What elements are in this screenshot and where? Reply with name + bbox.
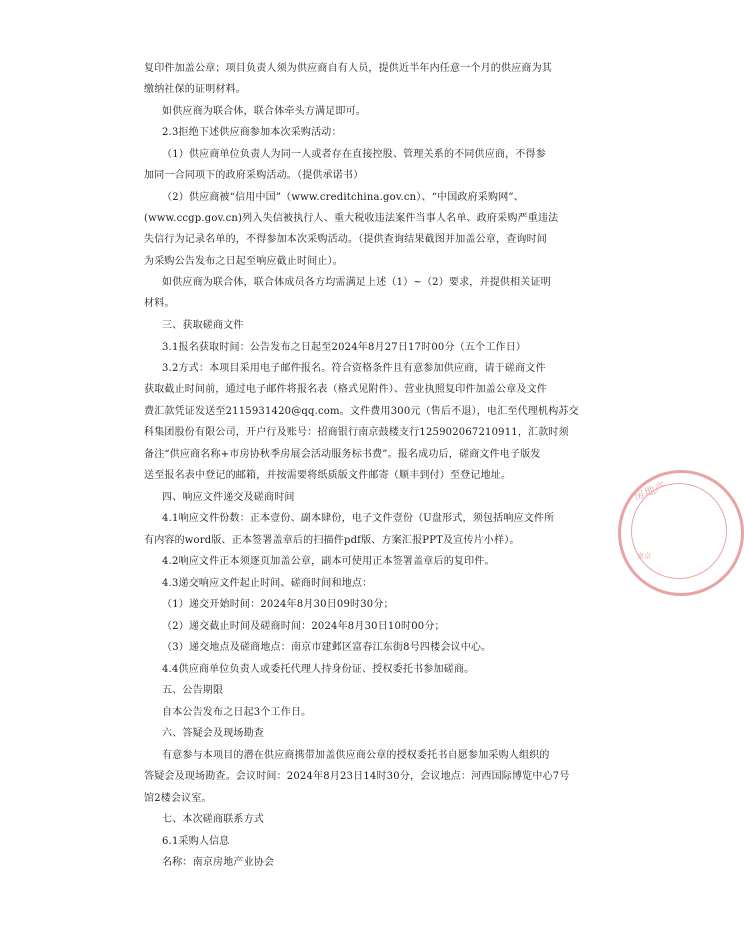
text-line: 如供应商为联合体，联合体成员各方均需满足上述（1）~（2）要求，并提供相关证明: [162, 277, 551, 288]
text-line: 获取截止时间前，通过电子邮件将报名表（格式见附件）、营业执照复印件加盖公章及文件: [144, 384, 547, 395]
text-line: 缴纳社保的证明材料。: [144, 84, 246, 95]
section-heading: 三、获取磋商文件: [162, 320, 244, 331]
text-line: （2）递交截止时间及磋商时间：2024年8月30日10时00分；: [162, 621, 445, 632]
seal-text-top: 房地产: [631, 479, 668, 504]
text-line: 4.2响应文件正本须逐页加盖公章，副本可使用正本签署盖章后的复印件。: [162, 556, 495, 567]
text-line: 6.1采购人信息: [162, 836, 230, 847]
seal-text-bottom: 南京: [637, 552, 651, 560]
section-heading: 六、答疑会及现场勘查: [162, 728, 264, 739]
text-line: 答疑会及现场勘查。会议时间：2024年8月23日14时30分，会议地点：河西国际博览中心7号: [144, 771, 570, 782]
text-line: 有内容的word版、正本签署盖章后的扫描件pdf版、方案汇报PPT及宣传片小样）。: [144, 535, 520, 546]
official-seal: [618, 470, 744, 596]
text-line: 失信行为记录名单的，不得参加本次采购活动。（提供查询结果截图并加盖公章，查询时间: [144, 234, 547, 245]
text-line: 科集团股份有限公司，开户行及账号：招商银行南京鼓楼支行125902067210911，汇款时须: [144, 427, 569, 438]
section-heading: 四、响应文件递交及磋商时间: [162, 492, 295, 503]
text-line: 送至报名表中登记的邮箱，并按需要将纸质版文件邮寄（顺丰到付）至登记地址。: [144, 470, 512, 481]
text-line: 3.1报名获取时间：公告发布之日起至2024年8月27日17时00分（五个工作日）: [162, 342, 527, 353]
text-line: （3）递交地点及磋商地点：南京市建邺区富春江东街8号四楼会议中心。: [162, 642, 492, 653]
text-line: 加同一合同项下的政府采购活动。（提供承诺书）: [144, 170, 364, 181]
text-line: 费汇款凭证发送至2115931420@qq.com。文件费用300元（售后不退），电汇至代理机构苏交: [144, 406, 579, 417]
text-line: 馆2楼会议室。: [144, 793, 212, 804]
text-line: (www.ccgp.gov.cn)列入失信被执行人、重大税收违法案件当事人名单、政府采购严重违法: [144, 213, 559, 224]
text-line: 自本公告发布之日起3个工作日。: [162, 707, 312, 718]
text-line: 如供应商为联合体，联合体牵头方满足即可。: [162, 106, 366, 117]
text-line: 3.2方式：本项目采用电子邮件报名。符合资格条件且有意参加供应商，请于磋商文件: [162, 363, 546, 374]
text-line: （1）递交开始时间：2024年8月30日09时30分；: [162, 599, 394, 610]
text-line: （2）供应商被“信用中国”（www.creditchina.gov.cn）、“中国政府采购网”、: [162, 192, 524, 203]
text-line: 为采购公告发布之日起至响应截止时间止）。: [144, 256, 343, 267]
section-heading: 七、本次磋商联系方式: [162, 814, 264, 825]
text-line: 名称：南京房地产业协会: [162, 857, 275, 868]
text-line: 备注“供应商名称+市房协秋季房展会活动服务标书费”。报名成功后，磋商文件电子版发: [144, 449, 541, 460]
section-heading: 五、公告期限: [162, 685, 224, 696]
text-line: 复印件加盖公章；项目负责人须为供应商自有人员，提供近半年内任意一个月的供应商为其: [144, 63, 552, 74]
text-line: 4.4供应商单位负责人或委托代理人持身份证、授权委托书参加磋商。: [162, 664, 475, 675]
section-heading: 2.3拒绝下述供应商参加本次采购活动：: [162, 127, 342, 138]
text-line: 材料。: [144, 298, 175, 309]
text-line: （1）供应商单位负责人为同一人或者存在直接控股、管理关系的不同供应商，不得参: [162, 149, 546, 160]
text-line: 4.1响应文件份数：正本壹份、副本肆份，电子文件壹份（U盘形式，须包括响应文件所: [162, 513, 555, 524]
text-line: 4.3递交响应文件起止时间、磋商时间和地点：: [162, 578, 373, 589]
text-line: 有意参与本项目的潜在供应商携带加盖供应商公章的授权委托书自愿参加采购人组织的: [162, 750, 550, 761]
